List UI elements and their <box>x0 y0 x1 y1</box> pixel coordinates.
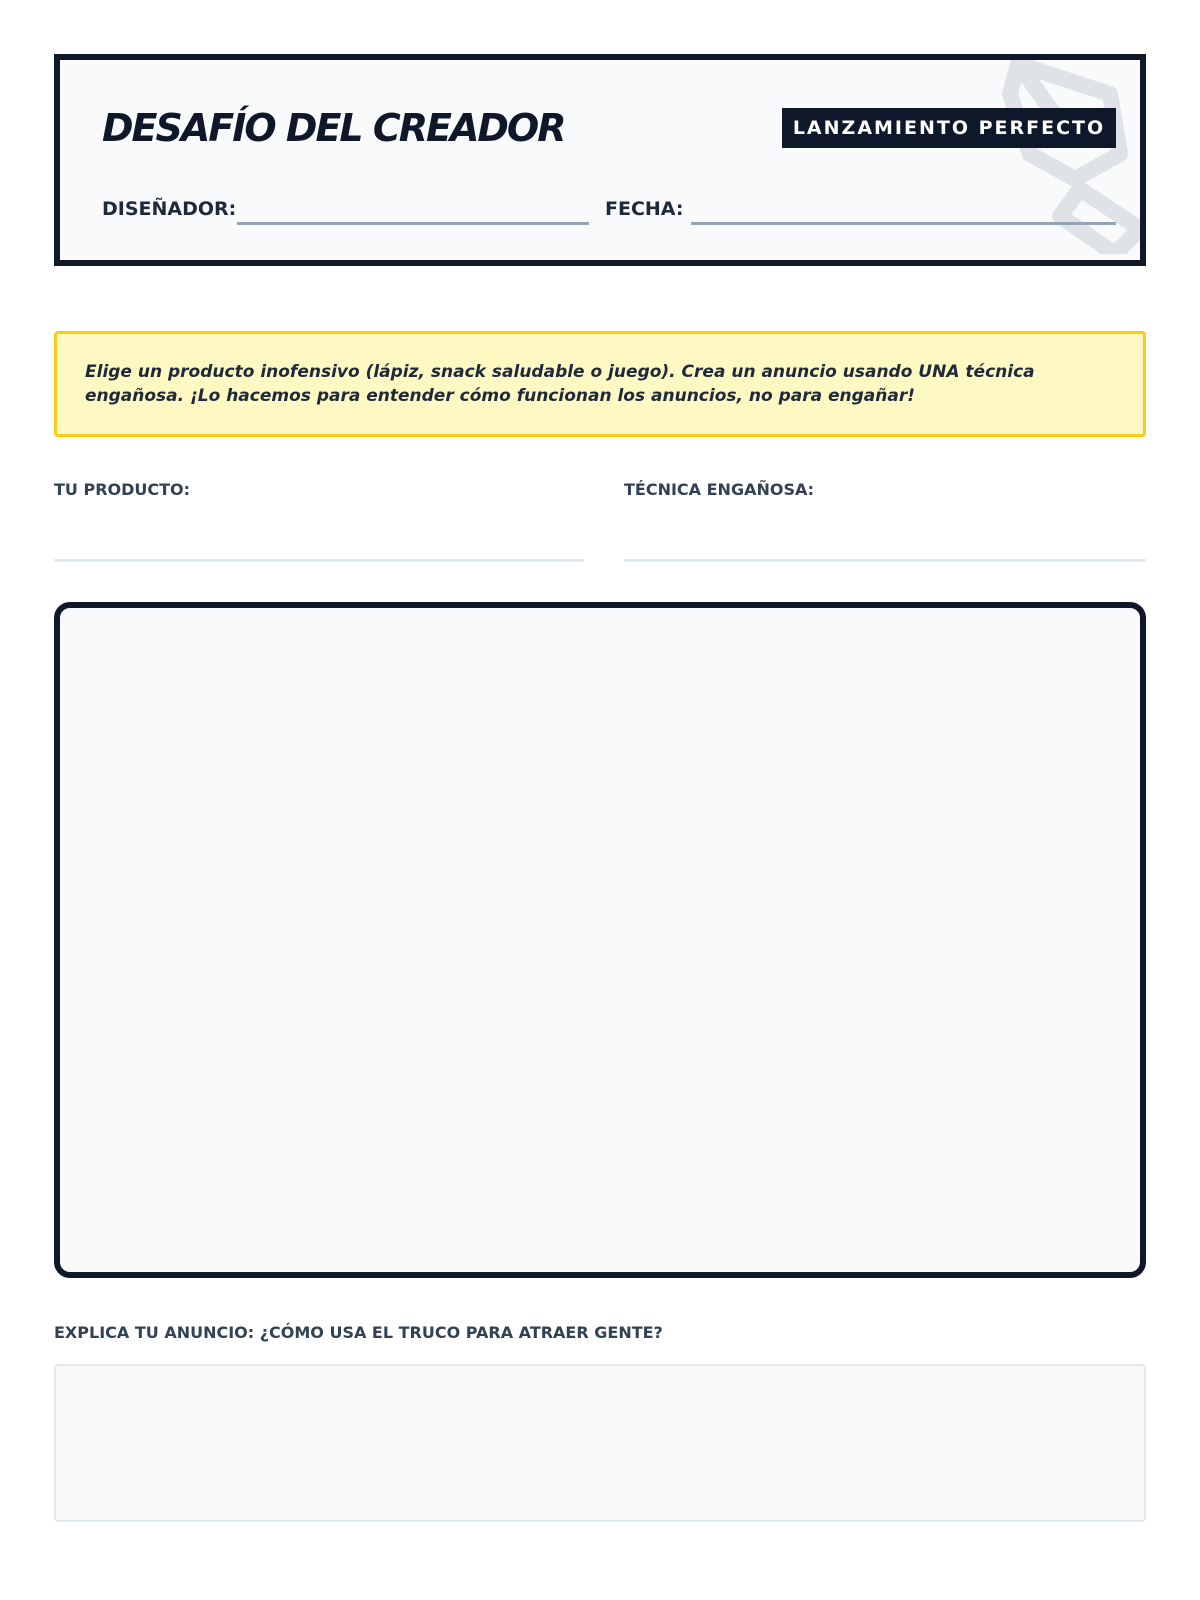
page-title: DESAFÍO DEL CREADOR <box>102 106 565 150</box>
explain-answer-box[interactable] <box>54 1364 1146 1522</box>
explain-label: EXPLICA TU ANUNCIO: ¿CÓMO USA EL TRUCO PARA ATRAER GENTE? <box>54 1323 663 1342</box>
technique-label: TÉCNICA ENGAÑOSA: <box>624 480 815 499</box>
header-card <box>54 54 1146 266</box>
designer-field[interactable] <box>237 222 589 225</box>
product-field[interactable] <box>54 559 584 562</box>
instructions-box: Elige un producto inofensivo (lápiz, snack saludable o juego). Crea un anuncio usando UNA técnica engañosa. ¡Lo hacemos para entender cómo funcionan los anuncios, no para engañar! <box>54 331 1146 437</box>
product-label: TU PRODUCTO: <box>54 480 191 499</box>
technique-field[interactable] <box>624 559 1146 562</box>
date-label: FECHA: <box>605 198 684 220</box>
designer-label: DISEÑADOR: <box>102 198 237 220</box>
date-field[interactable] <box>691 222 1116 225</box>
lanzamiento-badge: LANZAMIENTO PERFECTO <box>782 108 1116 148</box>
ad-drawing-canvas[interactable] <box>54 602 1146 1278</box>
